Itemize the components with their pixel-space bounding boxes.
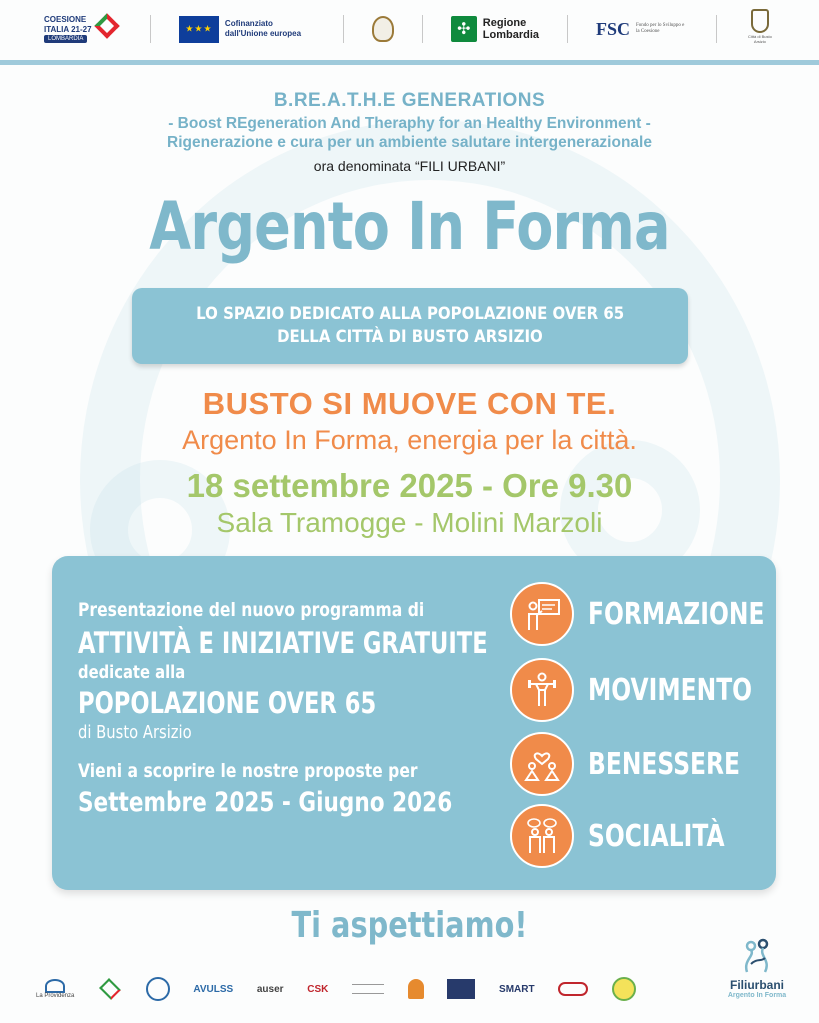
event-date: 18 settembre 2025 - Ore 9.30 — [186, 467, 633, 504]
card-line6: Vieni a scoprire le nostre proposte per — [78, 760, 418, 782]
divider — [343, 15, 344, 43]
pillar-label: BENESSERE — [588, 746, 741, 782]
partner-logo — [408, 977, 424, 1001]
divider — [567, 15, 568, 43]
regione-text — [483, 17, 539, 41]
filiurbani-name: Filiurbani — [730, 978, 784, 992]
partner-providenza-logo — [36, 977, 74, 1001]
pillar-benessere — [510, 732, 783, 796]
filiurbani-logo — [722, 936, 792, 1006]
city-crest-icon — [751, 9, 769, 33]
project-subtitle-it: Rigenerazione e cura per un ambiente salutare intergenerazionale — [167, 134, 652, 151]
filiurbani-sub: Argento In Forma — [727, 992, 787, 999]
event-place: Sala Tramogge - Molini Marzoli — [216, 507, 603, 538]
coesione-arrow-icon — [94, 13, 119, 38]
coesione-logo — [44, 9, 122, 49]
banner-line2: DELLA CITTÀ DI BUSTO ARSIZIO — [277, 327, 543, 347]
partner-logo — [352, 977, 384, 1001]
partner-auser-logo — [257, 977, 284, 1001]
program-description — [78, 596, 518, 820]
teacher-board-icon — [510, 582, 574, 646]
weightlifting-icon — [510, 658, 574, 722]
pillar-label: SOCIALITÀ — [588, 818, 725, 854]
regione-lombardia-icon: ✣ — [451, 16, 477, 42]
divider — [716, 15, 717, 43]
repubblica-logo — [372, 9, 394, 49]
tagline: Argento In Forma, energia per la città. — [182, 425, 637, 455]
card-line4: POPOLAZIONE OVER 65 — [78, 686, 377, 720]
people-talking-icon — [510, 804, 574, 868]
main-title: Argento In Forma — [149, 188, 670, 265]
card-line5: di Busto Arsizio — [78, 722, 192, 743]
eu-flag-icon: ★★★ — [179, 16, 219, 43]
pillar-formazione — [510, 582, 814, 646]
partner-label: auser — [256, 983, 284, 995]
partner-csk-logo — [307, 977, 328, 1001]
meditation-icon — [510, 732, 574, 796]
partner-logo — [146, 977, 170, 1001]
fsc-text: FSC — [595, 18, 630, 39]
project-subtitle-en: - Boost REgeneration And Theraphy for an Healthy Environment - — [168, 115, 651, 132]
pillar-socialita — [510, 804, 763, 868]
eu-logo — [179, 9, 315, 49]
partner-logo — [447, 977, 475, 1001]
coesione-line1: COESIONE — [43, 15, 87, 24]
partner-label: CSK — [307, 983, 329, 995]
partner-label: SMART — [499, 983, 535, 995]
fsc-logo — [596, 9, 688, 49]
banner-line1: LO SPAZIO DEDICATO ALLA POPOLAZIONE OVER 65 — [195, 304, 624, 324]
closing-text: Ti aspettiamo! — [291, 905, 528, 946]
pillar-label: MOVIMENTO — [588, 672, 753, 708]
comune-text: Città di Busto Arsizio — [748, 34, 772, 44]
slogan: BUSTO SI MUOVE CON TE. — [202, 386, 617, 421]
coesione-line2: ITALIA 21-27 — [43, 25, 92, 34]
card-line1: Presentazione del nuovo programma di — [78, 599, 425, 621]
eu-text: Cofinanziato dall'Unione europea — [224, 19, 302, 38]
project-denomination: ora denominata “FILI URBANI” — [313, 158, 506, 174]
partner-avulss-logo — [193, 977, 233, 1001]
fsc-sub: Fondo per lo Sviluppo e la Coesione — [635, 23, 685, 34]
filiurbani-mark-icon — [737, 936, 777, 976]
regione-logo — [451, 9, 539, 49]
partner-logo — [612, 977, 636, 1001]
partner-logo — [98, 977, 122, 1001]
card-line3: dedicate alla — [78, 662, 186, 683]
italian-emblem-icon — [372, 16, 394, 42]
regione-text-line1: Regione — [482, 17, 527, 29]
program-card — [52, 556, 776, 890]
card-line7: Settembre 2025 - Giugno 2026 — [78, 787, 453, 818]
divider — [422, 15, 423, 43]
partner-label: AVULSS — [193, 983, 234, 995]
partner-label: La Providenza — [36, 993, 75, 999]
card-line2: ATTIVITÀ E INIZIATIVE GRATUITE — [78, 626, 488, 660]
partner-logos — [36, 972, 636, 1006]
project-name: B.RE.A.T.H.E GENERATIONS — [273, 90, 546, 111]
regione-text-line2: Lombardia — [482, 29, 540, 41]
over65-banner — [132, 288, 688, 364]
coesione-line3: LOMBARDIA — [44, 35, 87, 43]
pillar-movimento — [510, 658, 798, 722]
pillar-label: FORMAZIONE — [588, 596, 765, 632]
partner-logo — [558, 977, 588, 1001]
comune-logo — [745, 9, 775, 49]
divider — [150, 15, 151, 43]
partner-smart-logo — [499, 977, 535, 1001]
header-logos — [0, 0, 819, 58]
header-rule — [0, 60, 819, 65]
